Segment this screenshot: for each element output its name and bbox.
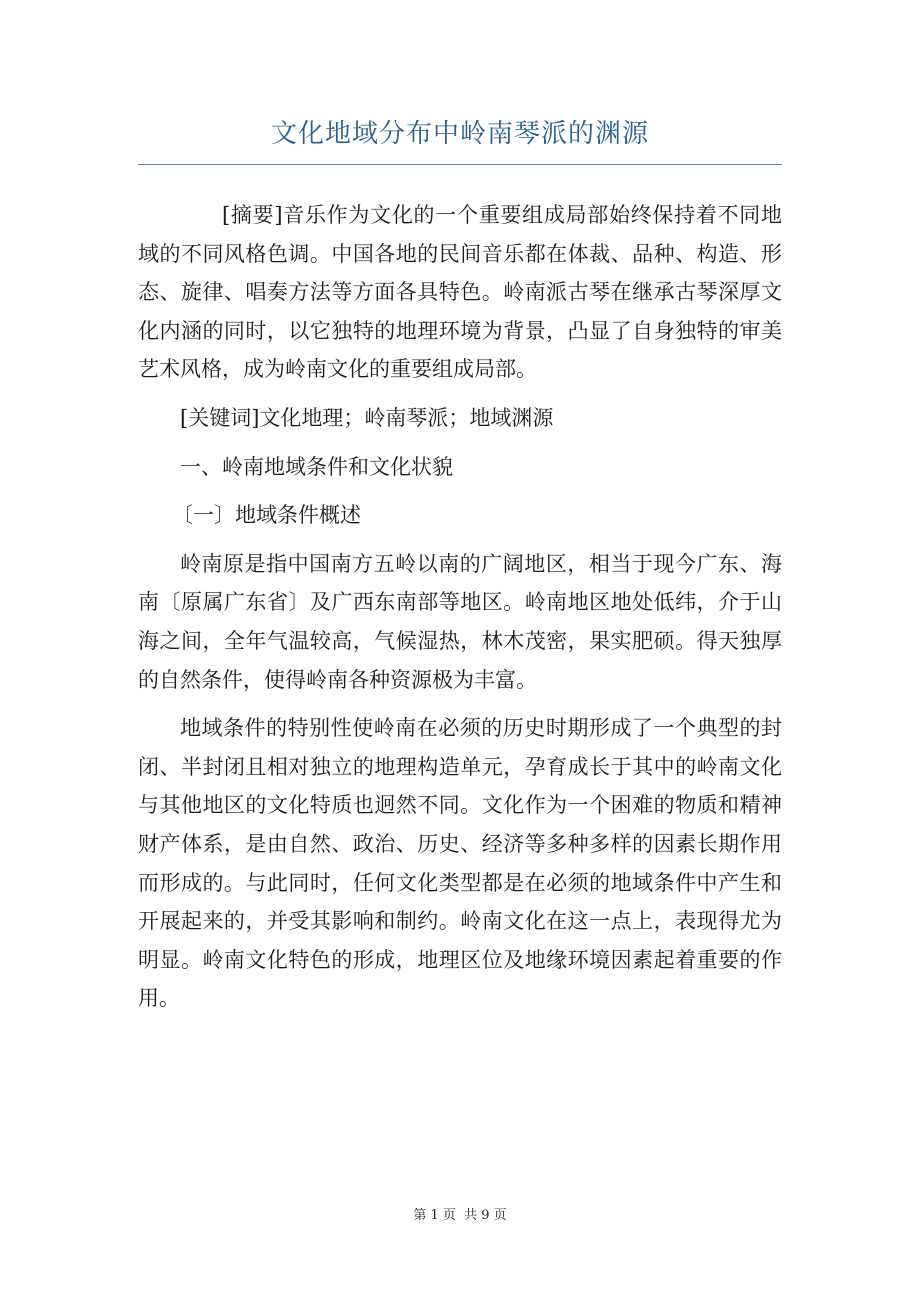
title-underline: [138, 164, 782, 165]
document-title: 文化地域分布中岭南琴派的渊源: [270, 119, 649, 149]
page-number: 第 1 页: [413, 1208, 456, 1223]
section-heading: 一、岭南地域条件和文化状貌: [180, 454, 453, 479]
keywords-paragraph: [关键词]文化地理；岭南琴派；地域渊源: [180, 405, 554, 430]
document-body: [138, 196, 782, 1018]
subsection-heading: 〔一〕地域条件概述: [172, 503, 361, 528]
page-footer: [0, 1204, 920, 1223]
body-paragraph-1: 岭南原是指中国南方五岭以南的广阔地区，相当于现今广东、海南〔原属广东省〕及广西东南部等地区。岭南地区地处低纬，介于山海之间，全年气温较高，气候湿热，林木茂密，果实肥硕。得天独厚的自然条件，使得岭南各种资源极为丰富。: [138, 551, 782, 692]
page-total: 共 9 页: [464, 1208, 507, 1223]
abstract-paragraph: [摘要]音乐作为文化的一个重要组成局部始终保持着不同地域的不同风格色调。中国各地的民间音乐都在体裁、品种、构造、形态、旋律、唱奏方法等方面各具特色。岭南派古琴在继承古琴深厚文化内涵的同时，以它独特的地理环境为背景，凸显了自身独特的审美艺术风格，成为岭南文化的重要组成局部。: [138, 203, 782, 382]
body-paragraph-2: 地域条件的特别性使岭南在必须的历史时期形成了一个典型的封闭、半封闭且相对独立的地理构造单元，孕育成长于其中的岭南文化与其他地区的文化特质也迥然不同。文化作为一个困难的物质和精神财产体系，是由自然、政治、历史、经济等多种多样的因素长期作用而形成的。与此同时，任何文化类型都是在必须的地域条件中产生和开展起来的，并受其影响和制约。岭南文化在这一点上，表现得尤为明显。岭南文化特色的形成，地理区位及地缘环境因素起着重要的作用。: [138, 716, 782, 1011]
